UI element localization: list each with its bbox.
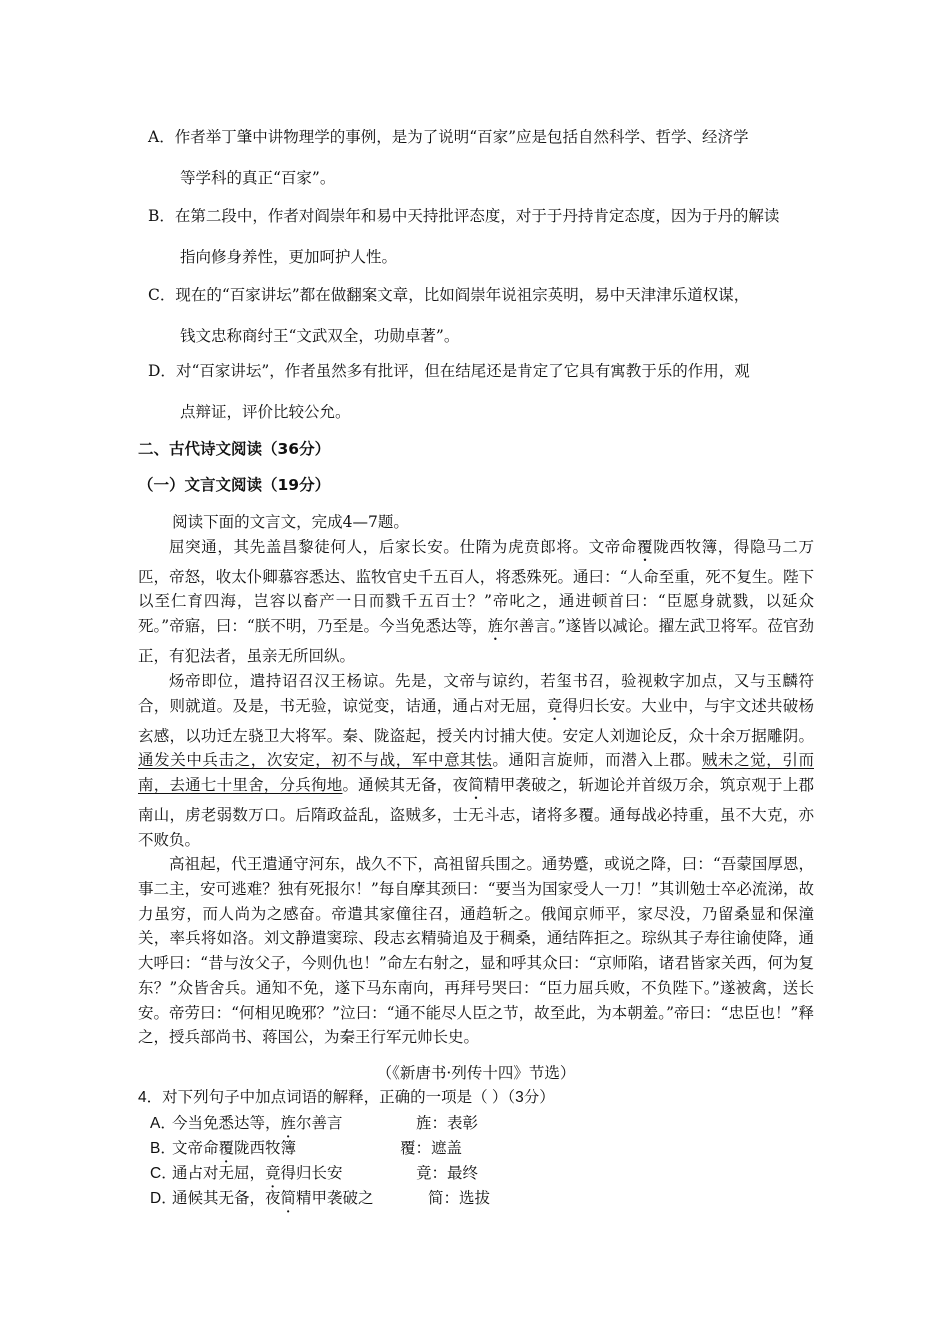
underlined-sentence: 贼未之觉，引而南，去通七十里舍，分兵徇地 [138, 751, 814, 794]
text-run: 炀帝即位，遣持诏召汉王杨谅。先是，文帝与谅约，若玺书召，验视敕字加点，又与玉麟符合，则就道。及是，书无验，谅觉变，诘通，通占对无屈， [138, 671, 814, 715]
dotted-word: 竟 [546, 696, 563, 715]
option-letter: D． [148, 362, 176, 380]
option-text-continued: 指向修身养性，更加呵护人性。 [180, 248, 398, 266]
text-run: 得归长安。大业中，与宇文述共破杨玄感，以功迁左骁卫大将军。秦、陇盗起，授关内讨捕大使。安定人刘迦论反，众十余万据雕阴。 [138, 696, 814, 745]
text-run: 屈突通，其先盖昌黎徒何人，后家长安。仕隋为虎贲郎将。文帝命 [169, 537, 638, 556]
dotted-word: 旌 [280, 1115, 297, 1132]
q4-gloss: 简：选拔 [428, 1190, 491, 1207]
underlined-sentence: 通发关中兵击之，次安定，初不与战，军中意其怯 [138, 751, 493, 770]
text-run: 陇西牧簿 [234, 1140, 297, 1157]
q4-gloss: 覆：遮盖 [400, 1140, 463, 1157]
text-run: 文帝命 [172, 1140, 219, 1157]
q4-gloss: 旌：表彰 [416, 1115, 479, 1132]
dotted-word: 覆 [637, 537, 654, 556]
option-text: 现在的“百家讲坛”都在做翻案文章，比如阎崇年说祖宗英明，易中天津津乐道权谋， [175, 286, 750, 304]
text-run: 通占对无屈， [172, 1165, 266, 1182]
q4-option-letter: A． [150, 1115, 176, 1132]
dotted-word: 简 [468, 775, 484, 794]
text-run: 得归长安 [280, 1165, 343, 1182]
option-text: 在第二段中，作者对阎崇年和易中天持批评态度，对于于丹持肯定态度，因为于丹的解读 [174, 207, 780, 225]
passage-paragraph-1 [138, 535, 814, 669]
q4-option-letter: C． [150, 1165, 177, 1182]
passage-paragraph-2 [138, 669, 814, 853]
text-run: 今当免悉达等， [172, 1115, 281, 1132]
option-text-continued: 钱文忠称商纣王“文武双全，功勋卓著”。 [180, 327, 460, 345]
dotted-word: 竟 [265, 1165, 281, 1182]
passage-intro: 阅读下面的文言文，完成4—7题。 [172, 513, 409, 531]
option-text-continued: 等学科的真正“百家”。 [180, 169, 336, 187]
option-letter: A． [148, 128, 175, 146]
option-text: 作者举丁肇中讲物理学的事例，是为了说明“百家”应是包括自然科学、哲学、经济学 [174, 128, 749, 146]
text-run: 精甲袭破之，斩迦论并首级万余，筑京观于上郡南山，虏老弱数万口。后隋政益乱，盗贼多，士无斗志，诸将多覆。通每战必持重，虽不大克，亦不败负。 [138, 775, 814, 849]
q4-option-d [150, 1186, 491, 1216]
dotted-word: 覆 [218, 1140, 235, 1157]
dotted-word: 旌 [487, 617, 504, 636]
option-text: 对“百家讲坛”，作者虽然多有批评，但在结尾还是肯定了它具有寓教于乐的作用，观 [175, 362, 750, 380]
q4-option-letter: D． [150, 1190, 177, 1207]
text-run: 通候其无备，夜 [172, 1190, 281, 1207]
option-letter: C． [148, 286, 176, 304]
text-run: 。通阳言旋师，而潜入上郡。 [492, 751, 702, 770]
q4-option-letter: B． [150, 1140, 176, 1157]
text-run: 精甲袭破之 [296, 1190, 374, 1207]
passage-source: （《新唐书·列传十四》节选） [376, 1064, 576, 1082]
subsection-heading: （一）文言文阅读（19分） [138, 476, 331, 494]
section-heading: 二、古代诗文阅读（36分） [138, 440, 331, 458]
text-run: 尔善言 [296, 1115, 343, 1132]
text-run: 陇西牧簿，得隐马二万匹，帝怒，收太仆卿慕容悉达、监牧官史千五百人，将悉殊死。通曰：“人命至重，死不复生。陛下以至仁育四海，岂容以畜产一日而戮千五百士？”帝叱之，通进顿首曰：“臣愿身就戮，以延众死。”帝寤，曰：“朕不明，乃至是。今当免悉达等， [138, 537, 814, 636]
text-run: 。通候其无备，夜 [342, 775, 469, 794]
dotted-word: 简 [280, 1190, 297, 1207]
question-4-stem: 4．对下列句子中加点词语的解释，正确的一项是（ ）（3分） [138, 1089, 555, 1106]
passage-paragraph-3: 高祖起，代王遣通守河东，战久不下，高祖留兵围之。通势蹙，或说之降，曰：“吾蒙国厚恩，事二主，安可逃难？独有死报尔！”每自摩其颈曰：“要当为国家受人一刀！”其训勉士卒必流涕，故力虽穷，而人尚为之感奋。帝遣其家僮往召，通趋斩之。俄闻京师平，家尽没，乃留桑显和保潼关，率兵将如洛。刘文静遣窦琮、段志玄精骑追及于稠桑，通结阵拒之。琮纵其子寿往谕使降，通大呼曰：“昔与汝父子，今则仇也！”命左右射之，显和呼其众曰：“京师陷，诸君皆家关西，何为复东？”众皆舍兵。通知不免，遂下马东南向，再拜号哭曰：“臣力屈兵败，不负陛下。”遂被禽，送长安。帝劳曰：“何相见晚邪？”泣曰：“通不能尽人臣之节，故至此，为本朝羞。”帝曰：“忠臣也！”释之，授兵部尚书、蒋国公，为秦王行军元帅长史。 [138, 855, 814, 1047]
classical-passage [138, 510, 814, 1050]
q4-gloss: 竟：最终 [416, 1165, 479, 1182]
text-run: 尔善言。”遂皆以减论。擢左武卫将军。莅官劲正，有犯法者，虽亲无所回纵。 [138, 617, 814, 666]
option-letter: B． [148, 207, 175, 225]
option-text-continued: 点辩证，评价比较公允。 [180, 403, 351, 421]
